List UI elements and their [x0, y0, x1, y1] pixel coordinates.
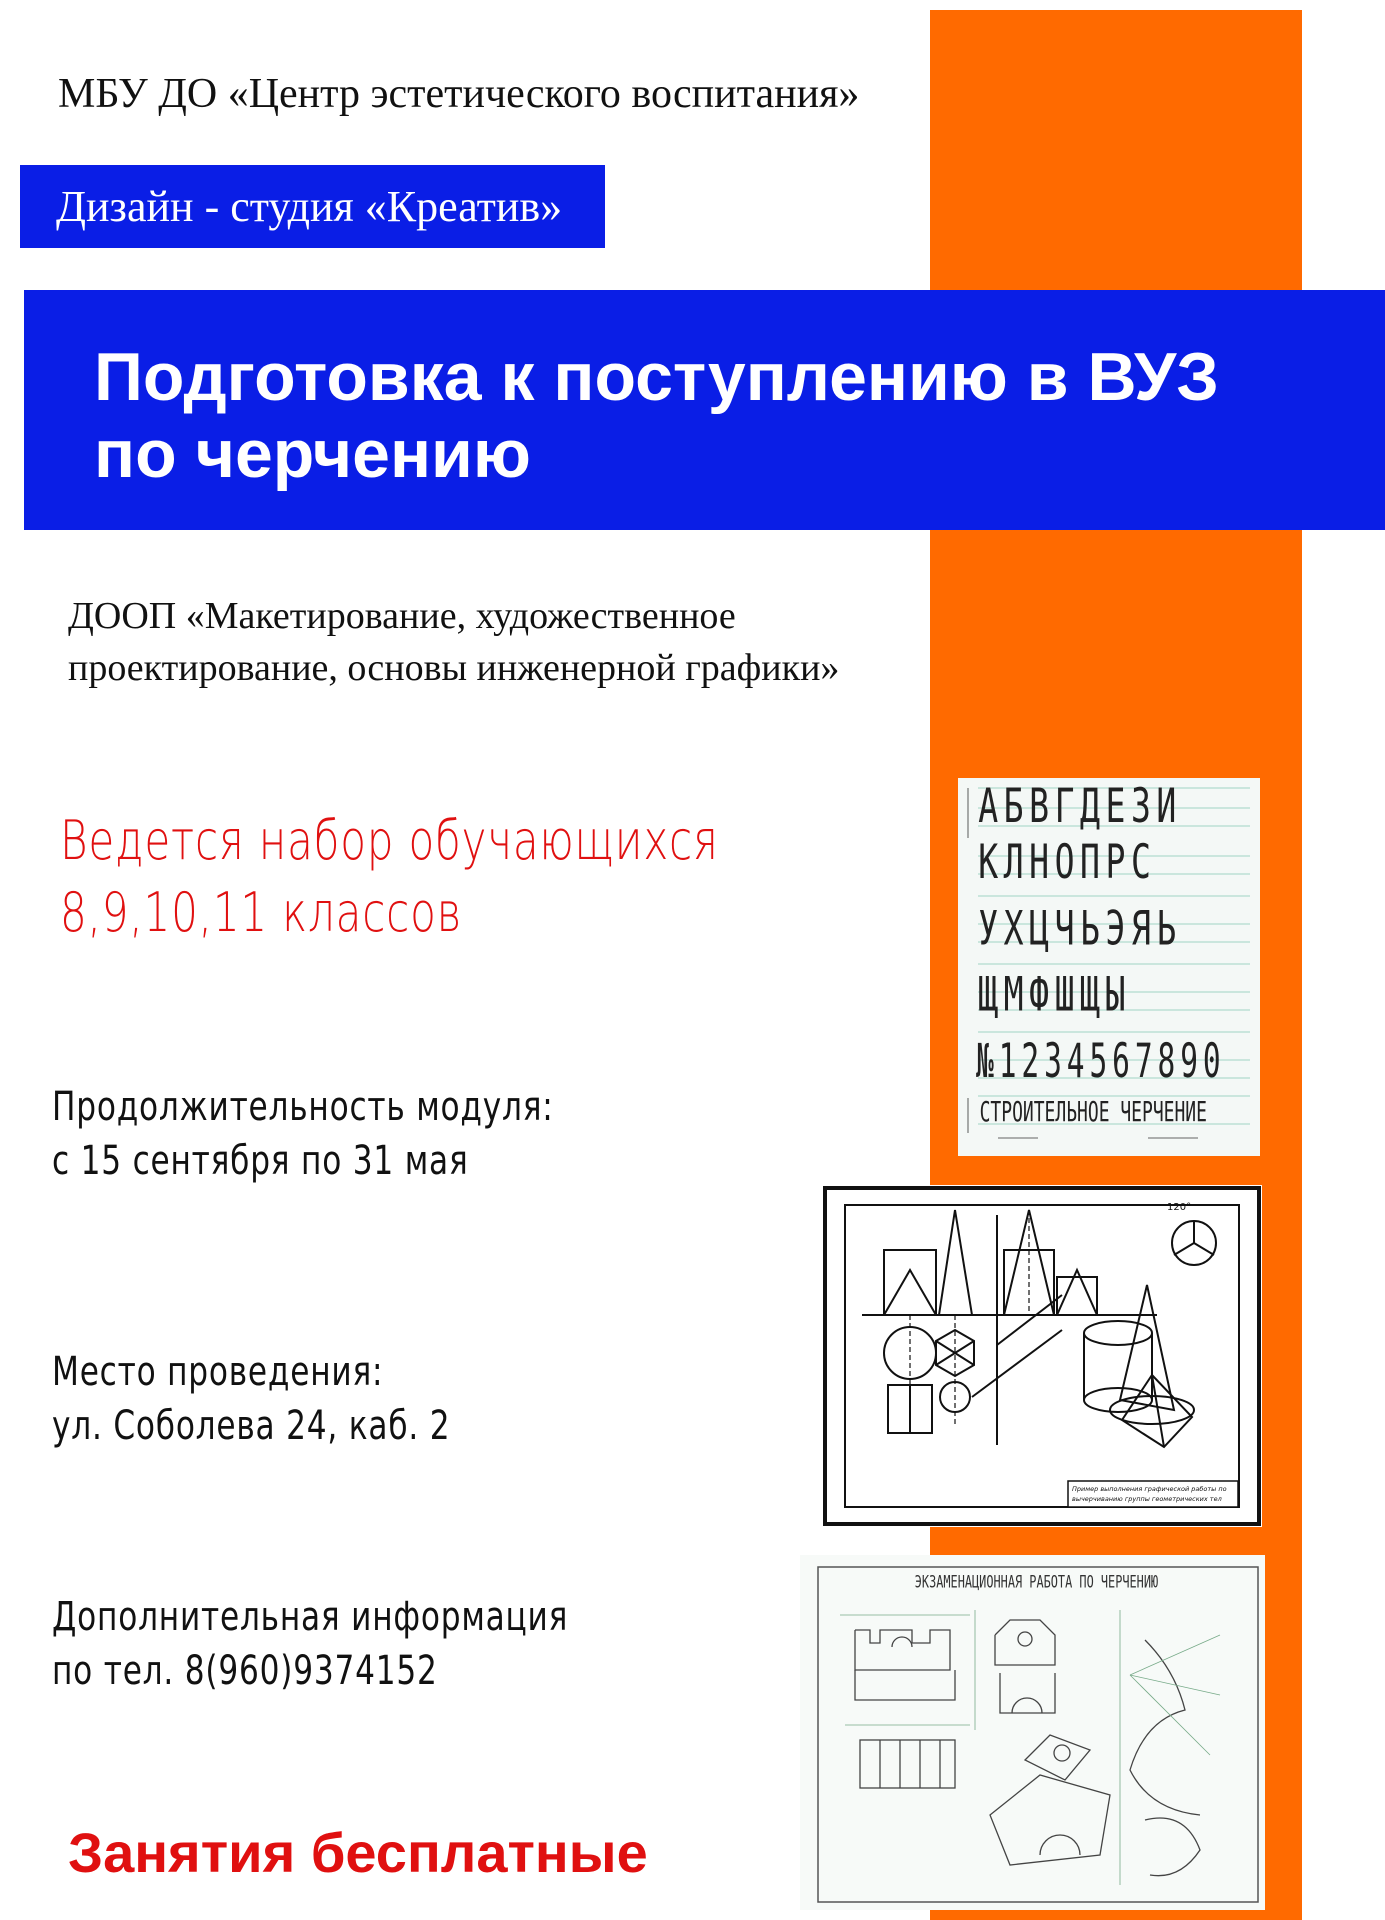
program-description [68, 590, 839, 694]
location-label: Место проведения: [52, 1349, 384, 1395]
organization-name: МБУ ДО «Центр эстетического воспитания» [58, 71, 860, 117]
recruitment-notice [60, 805, 904, 949]
program-line2: проектирование, основы инженерной графики» [68, 647, 840, 689]
font-row-2: КЛНОПРС [978, 834, 1157, 890]
contact-label: Дополнительная информация [52, 1594, 569, 1640]
drawing-caption-line1: Пример выполнения графической работы по [1072, 1485, 1227, 1493]
angle-label: 120° [1167, 1202, 1192, 1213]
location-block [52, 1345, 563, 1453]
studio-label: Дизайн - студия «Креатив» [20, 165, 605, 248]
location-value: ул. Соболева 24, каб. 2 [52, 1403, 451, 1449]
font-row-4: ЩМФШЩЫ [978, 966, 1131, 1023]
duration-value: с 15 сентября по 31 мая [52, 1138, 469, 1184]
font-row-3: УХЦЧЬЭЯЬ [978, 900, 1182, 956]
exam-title: ЭКЗАМЕНАЦИОННАЯ РАБОТА ПО ЧЕРЧЕНИЮ [914, 1572, 1159, 1593]
title-banner [24, 290, 1385, 530]
geometric-bodies-drawing-image [822, 1185, 1262, 1527]
duration-block [52, 1080, 695, 1188]
drafting-font-sample-image [958, 778, 1260, 1156]
font-row-1: АБВГДЕЗИ [978, 778, 1182, 834]
duration-label: Продолжительность модуля: [52, 1084, 554, 1130]
font-row-5: №1234567890 [976, 1035, 1226, 1089]
contact-block [52, 1590, 714, 1698]
drawing-caption-line2: вычерчиванию группы геометрических тел [1072, 1495, 1222, 1503]
page-title-line2: по черчению [94, 416, 531, 492]
exam-drawing-image [800, 1555, 1265, 1910]
program-line1: ДООП «Макетирование, художественное [68, 595, 736, 637]
recruitment-line1: Ведется набор обучающихся [60, 809, 719, 872]
free-classes-label: Занятия бесплатные [68, 1821, 648, 1884]
contact-phone: по тел. 8(960)9374152 [52, 1648, 438, 1694]
page-title-line1: Подготовка к поступлению в ВУЗ [94, 339, 1219, 415]
recruitment-line2: 8,9,10,11 классов [60, 881, 463, 944]
font-sample-caption: СТРОИТЕЛЬНОЕ ЧЕРЧЕНИЕ [979, 1094, 1207, 1129]
